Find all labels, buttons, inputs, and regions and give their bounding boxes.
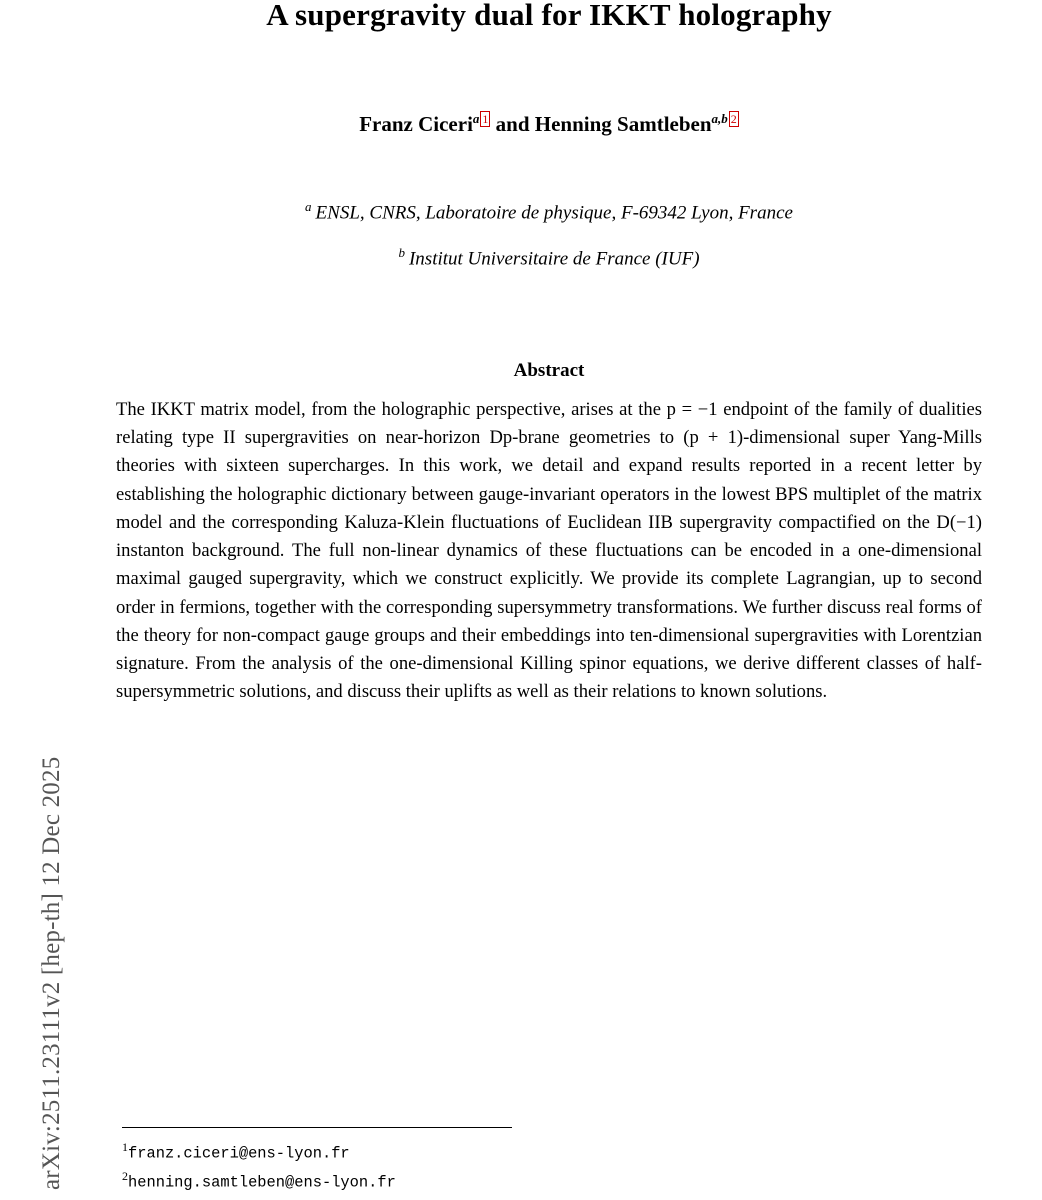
footnote-1-mark: 1 (122, 1139, 128, 1154)
affiliation-a (56, 199, 1042, 224)
footnote-separator-rule (122, 1127, 512, 1128)
authors-conjunction: and (495, 112, 530, 137)
footnote-2-mark: 2 (122, 1169, 128, 1184)
affiliation-a-mark: a (305, 199, 312, 215)
footnote-2 (122, 1168, 396, 1194)
footnote-1 (122, 1139, 396, 1165)
affiliation-b-mark: b (398, 244, 405, 260)
footnote-1-email[interactable]: franz.ciceri@ens-lyon.fr (128, 1144, 350, 1163)
author-line (56, 111, 1042, 137)
author-2-affiliation-mark: a,b (711, 111, 728, 127)
page-title: A supergravity dual for IKKT holography (266, 0, 832, 32)
author-2-footnote-link[interactable]: 2 (730, 112, 737, 127)
author-1-name: Franz Ciceri (359, 112, 473, 137)
abstract-heading: Abstract (513, 359, 585, 381)
arxiv-stamp-text: arXiv:2511.23111v2 [hep-th] 12 Dec 2025 (38, 756, 65, 1190)
paper-page (56, 0, 1042, 1200)
author-1-affiliation-mark: a (472, 111, 480, 127)
arxiv-identifier-stamp (0, 0, 65, 1200)
footnote-list (122, 1135, 396, 1194)
affiliation-b (56, 245, 1042, 270)
author-1-footnote-link[interactable]: 1 (482, 112, 489, 127)
affiliation-a-text: ENSL, CNRS, Laboratoire de physique, F-69342 Lyon, France (315, 202, 793, 224)
author-2-name: Henning Samtleben (534, 112, 712, 137)
abstract-text: The IKKT matrix model, from the holographic perspective, arises at the p = −1 endpoint of the family of dualities relating type II supergravities on near-horizon Dp-brane geometries to (p + 1)-dimensional super Yang-Mills theories with sixteen supercharges. In this work, we detail and expand results reported in a recent letter by establishing the holographic dictionary between gauge-invariant operators in the lowest BPS multiplet of the matrix model and the corresponding Kaluza-Klein fluctuations of Euclidean IIB supergravity compactified on the D(−1) instanton background. The full non-linear dynamics of these fluctuations can be encoded in a one-dimensional maximal gauged supergravity, which we construct explicitly. We provide its complete Lagrangian, up to second order in fermions, together with the corresponding supersymmetry transformations. We further discuss real forms of the theory for non-compact gauge groups and their embeddings into ten-dimensional supergravities with Lorentzian signature. From the analysis of the one-dimensional Killing spinor equations, we derive different classes of half-supersymmetric solutions, and discuss their uplifts as well as their relations to known solutions. (116, 398, 982, 703)
footnote-2-email[interactable]: henning.samtleben@ens-lyon.fr (128, 1173, 396, 1192)
affiliation-b-text: Institut Universitaire de France (IUF) (408, 247, 700, 269)
